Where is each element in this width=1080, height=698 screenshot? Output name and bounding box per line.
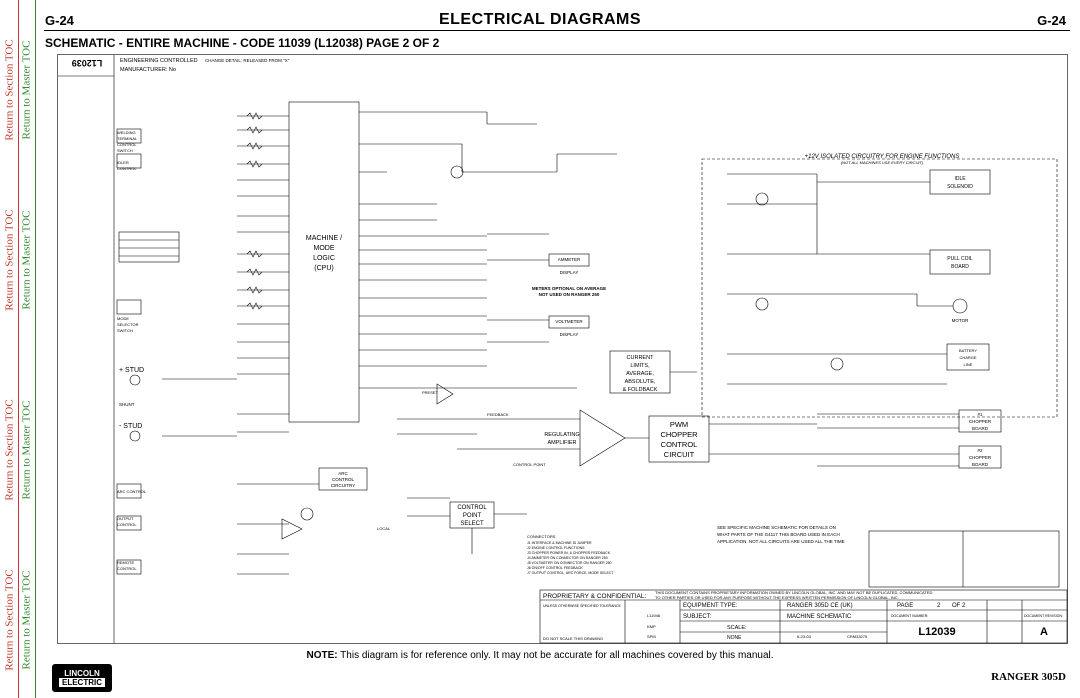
see-specific-2: WHAT PARTS OF THE G4117 THIS BOARD USED IN EACH: [717, 532, 840, 537]
engineer-value: SPM: [647, 634, 656, 639]
mode-selector-2: SELECTOR: [117, 322, 139, 327]
reg-amp-line-2: AMPLIFIER: [547, 440, 577, 446]
proprietary-text-2: TO OTHER PARTIES OR USED FOR ANY PURPOSE WITHOUT THE EXPRESS WRITTEN PERMISSION OF LINCOLN GLOBAL, INC.: [655, 595, 899, 600]
subject-value: MACHINE SCHEMATIC: [787, 614, 852, 620]
pwm-line-3: CONTROL: [660, 440, 698, 449]
remote-control-1: REMOTE: [117, 560, 135, 565]
motor-label: MOTOR: [951, 318, 969, 323]
return-to-section-toc-link[interactable]: Return to Section TOC: [3, 209, 16, 311]
page-of: OF 2: [952, 603, 966, 609]
pwm-line-1: PWM: [669, 420, 689, 429]
reference-note: [0, 650, 1080, 661]
arc-control-circ-3: CIRCUITRY: [330, 483, 356, 488]
idle-solenoid-1: IDLE: [954, 176, 966, 182]
engine-functions-title: +12V ISOLATED CIRCUITRY FOR ENGINE FUNCTIONS: [804, 154, 960, 160]
connector-j2: J2 ENGINE CONTROL FUNCTIONS: [527, 546, 585, 550]
drawn-by-value: KMP: [647, 624, 656, 629]
document-number: L12039: [918, 626, 956, 638]
doc-number-label: DOCUMENT NUMBER:: [891, 614, 929, 618]
chopper2-3: BOARD: [971, 462, 989, 467]
control-point-line-3: SELECT: [460, 521, 484, 527]
connector-j4: J4 AMMETER ON CONNECTOR ON RANGER 250: [527, 556, 608, 560]
output-control-2: CONTROL: [117, 522, 137, 527]
arc-control-circ-1: ARC: [338, 471, 348, 476]
see-specific-1: SEE SPECIFIC MACHINE SCHEMATIC FOR DETAILS ON: [717, 525, 836, 530]
page-value: 2: [937, 603, 941, 609]
ammeter-1: AMMETER: [557, 257, 581, 262]
return-to-section-toc-link[interactable]: Return to Section TOC: [3, 399, 16, 501]
feedback-label: FEEDBACK: [487, 412, 509, 417]
page-title: ELECTRICAL DIAGRAMS: [438, 11, 642, 28]
idler-control-1: IDLER: [117, 160, 129, 165]
return-to-master-toc-link[interactable]: Return to Master TOC: [20, 400, 33, 500]
arc-control-label: ARC CONTROL: [117, 489, 147, 494]
idler-control-2: CONTROL: [117, 166, 137, 171]
cpu-line-1: MACHINE /: [305, 235, 343, 242]
plus-stud-label: + STUD: [119, 367, 145, 374]
lincoln-electric-logo: [52, 664, 112, 692]
mode-selector-3: SWITCH: [117, 328, 133, 333]
voltmeter-2: DISPLAY: [559, 332, 579, 337]
remote-control-2: CONTROL: [117, 566, 137, 571]
idle-solenoid-2: SOLENOID: [947, 184, 973, 190]
master-toc-column: [18, 0, 36, 698]
minus-stud-label: - STUD: [119, 423, 143, 430]
schematic-subtitle: SCHEMATIC - ENTIRE MACHINE - CODE 11039 (L12038) PAGE 2 OF 2: [45, 36, 440, 50]
manufacturer-label: MANUFACTURER: No: [120, 67, 176, 73]
welding-terminal-2: TERMINAL: [117, 136, 138, 141]
cpu-line-4: (CPU): [314, 265, 334, 272]
limits-line-3: AVERAGE,: [626, 371, 654, 377]
pull-coil-2: BOARD: [951, 264, 969, 270]
project-value: CRM33275: [847, 634, 868, 639]
return-to-master-toc-link[interactable]: Return to Master TOC: [20, 210, 33, 310]
footer-model-name: RANGER 305D: [991, 671, 1066, 683]
reg-amp-line-1: REGULATING: [544, 432, 580, 438]
output-control-1: OUTPUT: [117, 516, 134, 521]
scale-label: SCALE:: [727, 625, 747, 631]
preset-label: PRESET: [422, 390, 439, 395]
logo-line-1: LINCOLN: [64, 669, 100, 678]
return-to-master-toc-link[interactable]: Return to Master TOC: [20, 570, 33, 670]
connector-j6: J6 ON/OFF CONTROL FEEDBACK: [527, 566, 583, 570]
chopper1-1: #1: [977, 412, 983, 417]
unless-text: UNLESS OTHERWISE SPECIFIED TOLERANCE: [543, 604, 621, 608]
chopper1-3: BOARD: [971, 426, 989, 431]
control-point-label: CONTROL POINT: [513, 462, 546, 467]
shunt-label: SHUNT: [119, 402, 135, 407]
return-to-master-toc-link[interactable]: Return to Master TOC: [20, 40, 33, 140]
control-point-line-2: POINT: [462, 513, 482, 519]
header-divider: [44, 30, 1070, 31]
page-number-right: G-24: [1037, 13, 1066, 28]
no-scale-text: DO NOT SCALE THIS DRAWING: [543, 636, 604, 641]
engine-functions-sub: (NOT ALL MACHINES USE EVERY CIRCUIT): [840, 160, 924, 165]
see-specific-3: APPLICATION. NOT ALL CIRCUITS ARE USED ALL THE TIME: [717, 539, 845, 544]
ammeter-2: DISPLAY: [559, 270, 579, 275]
meters-optional-1: METERS OPTIONAL ON AVERAGE: [531, 286, 607, 291]
limits-line-5: & FOLDBACK: [622, 387, 658, 393]
connector-j5: J5 VOLTMETER ON CONNECTOR ON RANGER 250: [527, 561, 612, 565]
chopper2-2: CHOPPER: [968, 455, 992, 460]
equipment-type: RANGER 305D CE (UK): [787, 603, 853, 609]
page-label: PAGE: [897, 603, 914, 609]
eng-controlled-label: ENGINEERING CONTROLLED: [120, 58, 198, 64]
schematic-drawing: [57, 54, 1068, 644]
chopper1-2: CHOPPER: [968, 419, 992, 424]
cpu-line-3: LOGIC: [313, 255, 335, 262]
limits-line-1: CURRENT: [626, 355, 654, 361]
note-text: This diagram is for reference only. It may not be accurate for all machines covered by this manual.: [337, 650, 774, 661]
local-label: LOCAL: [377, 526, 391, 531]
scale-value: NONE: [727, 635, 742, 641]
doc-rev-label: DOCUMENT REVISION:: [1024, 614, 1063, 618]
battery-2: CHARGE: [959, 355, 977, 360]
welding-terminal-4: SWITCH: [117, 148, 133, 153]
proprietary-label: PROPRIETARY & CONFIDENTIAL:: [543, 593, 647, 600]
proprietary-text-1: THIS DOCUMENT CONTAINS PROPRIETARY INFORMATION OWNED BY LINCOLN GLOBAL, INC. AND MAY NOT BE DUPLICATED, COMMUNICATED: [655, 590, 933, 595]
connector-j3: J3 CHOPPER POWER IN, & CHOPPER FEEDBACK: [527, 551, 611, 555]
return-to-section-toc-link[interactable]: Return to Section TOC: [3, 569, 16, 671]
subject-label: SUBJECT:: [683, 614, 712, 620]
approval-value: 6-23-03: [797, 634, 811, 639]
pull-coil-1: PULL COIL: [947, 256, 973, 262]
pwm-line-4: CIRCUIT: [663, 450, 695, 459]
side-navigation: [0, 0, 35, 698]
limits-line-4: ABSOLUTE,: [624, 379, 656, 385]
connector-j1: J1 INTERFACE & MACHINE ID JUMPER: [527, 541, 592, 545]
mode-selector-1: MODE: [117, 316, 129, 321]
battery-3: LINE: [963, 362, 973, 367]
page-number-left: G-24: [45, 13, 74, 28]
arc-control-circ-2: CONTROL: [331, 477, 355, 482]
rotated-doc-number: L12039: [71, 58, 103, 68]
welding-terminal-1: WELDING: [117, 130, 136, 135]
section-toc-column: [1, 0, 19, 698]
battery-1: BATTERY: [958, 348, 978, 353]
equipment-type-label: EQUIPMENT TYPE:: [683, 603, 738, 609]
welding-terminal-3: CONTROL: [117, 142, 137, 147]
voltmeter-1: VOLTMETER: [555, 319, 583, 324]
logo-line-2: ELECTRIC: [59, 678, 105, 687]
change-detail: CHANGE DETAIL: RELEASED FROM "X": [205, 58, 290, 63]
pwm-line-2: CHOPPER: [660, 430, 698, 439]
connectors-title: CONNECTORS: [527, 534, 556, 539]
return-to-section-toc-link[interactable]: Return to Section TOC: [3, 39, 16, 141]
note-label: NOTE:: [306, 650, 338, 661]
control-point-line-1: CONTROL: [457, 505, 487, 511]
meters-optional-2: NOT USED ON RANGER 250: [538, 292, 600, 297]
revision: A: [1040, 626, 1048, 638]
chopper2-1: #2: [977, 448, 983, 453]
reference-value: L11946: [647, 613, 661, 618]
limits-line-2: LIMITS,: [630, 363, 650, 369]
connector-j7: J7 OUTPUT CONTROL, ARC FORCE, MODE SELECT: [527, 571, 614, 575]
cpu-line-2: MODE: [313, 245, 335, 252]
